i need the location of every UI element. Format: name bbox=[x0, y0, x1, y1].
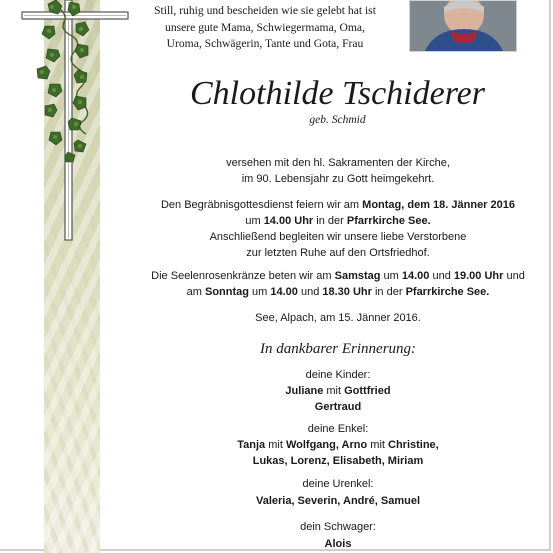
rosary-day: Sonntag bbox=[204, 286, 249, 298]
funeral-line bbox=[138, 197, 538, 213]
brother-in-law-label: dein Schwager: bbox=[300, 521, 376, 533]
rosary-text bbox=[138, 268, 538, 300]
funeral-line bbox=[138, 213, 538, 229]
rosary-church: Pfarrkirche See. bbox=[405, 286, 490, 298]
rosary-text-part: und bbox=[503, 270, 525, 282]
children-line: Gertraud bbox=[314, 401, 362, 413]
grandchildren-names bbox=[138, 437, 538, 469]
funeral-text-part: in der bbox=[313, 215, 347, 227]
intro-line: Uroma, Schwägerin, Tante und Gota, Frau bbox=[166, 37, 364, 50]
children-line bbox=[138, 383, 538, 399]
rosary-line bbox=[138, 284, 538, 300]
child-name: Juliane bbox=[285, 385, 324, 397]
rosary-text-part: in der bbox=[371, 286, 406, 298]
connector-text: mit bbox=[323, 385, 345, 397]
cross-icon bbox=[18, 0, 138, 250]
sacraments-text bbox=[138, 155, 538, 187]
child-partner-name: Gottfried bbox=[344, 385, 391, 397]
intro-line: unsere gute Mama, Schwiegermama, Oma, bbox=[165, 20, 365, 34]
funeral-text-part: um bbox=[245, 215, 264, 227]
great-grandchildren-names: Valeria, Severin, André, Samuel bbox=[255, 495, 421, 507]
rosary-text-part: um bbox=[380, 270, 402, 282]
deceased-name: Chlothilde Tschiderer bbox=[190, 75, 485, 112]
children-names bbox=[138, 383, 538, 415]
intro-text bbox=[140, 3, 390, 53]
grandchildren-line: Lukas, Lorenz, Elisabeth, Miriam bbox=[252, 455, 424, 467]
grandchild-name: Tanja bbox=[237, 439, 266, 451]
funeral-time: 14.00 Uhr bbox=[263, 215, 314, 227]
intro-line: Still, ruhig und bescheiden wie sie gelebt hat ist bbox=[154, 4, 376, 17]
rosary-text-part: um bbox=[248, 286, 271, 298]
portrait-photo bbox=[409, 0, 517, 52]
rosary-time: 14.00 bbox=[401, 270, 430, 282]
grandchild-partner-name: Christine, bbox=[388, 439, 439, 451]
rosary-day: Samstag bbox=[334, 270, 381, 282]
rosary-text-part: am bbox=[186, 286, 205, 298]
grandchildren-label: deine Enkel: bbox=[307, 423, 369, 435]
rosary-text-part: und bbox=[429, 270, 454, 282]
funeral-line: zur letzten Ruhe auf den Ortsfriedhof. bbox=[246, 247, 430, 259]
connector-text: mit bbox=[367, 439, 388, 451]
rosary-time: 18.30 Uhr bbox=[322, 286, 372, 298]
grandchildren-line bbox=[138, 437, 538, 453]
connector-text: mit bbox=[265, 439, 286, 451]
funeral-line: Anschließend begleiten wir unsere liebe Verstorbene bbox=[209, 231, 467, 243]
brother-in-law-name: Alois bbox=[324, 538, 352, 550]
rosary-line bbox=[138, 268, 538, 284]
great-grandchildren-label: deine Urenkel: bbox=[302, 478, 374, 490]
sacraments-line: im 90. Lebensjahr zu Gott heimgekehrt. bbox=[241, 173, 435, 185]
memory-heading: In dankbarer Erinnerung: bbox=[259, 341, 417, 357]
rosary-time: 19.00 Uhr bbox=[453, 270, 504, 282]
funeral-text-part: Den Begräbnisgottesdienst feiern wir am bbox=[160, 199, 363, 211]
maiden-name: geb. Schmid bbox=[309, 114, 366, 126]
funeral-church: Pfarrkirche See. bbox=[346, 215, 431, 227]
funeral-date: Montag, dem 18. Jänner 2016 bbox=[362, 199, 515, 211]
rosary-time: 14.00 bbox=[270, 286, 298, 298]
funeral-text bbox=[138, 197, 538, 261]
grandchild-name: Wolfgang, Arno bbox=[285, 439, 368, 451]
place-date: See, Alpach, am 15. Jänner 2016. bbox=[255, 312, 421, 324]
rosary-text-part: und bbox=[297, 286, 323, 298]
rosary-text-part: Die Seelenrosenkränze beten wir am bbox=[151, 270, 335, 282]
sacraments-line: versehen mit den hl. Sakramenten der Kirche, bbox=[226, 157, 450, 169]
ivy-vine-icon bbox=[37, 0, 89, 162]
children-label: deine Kinder: bbox=[305, 369, 371, 381]
